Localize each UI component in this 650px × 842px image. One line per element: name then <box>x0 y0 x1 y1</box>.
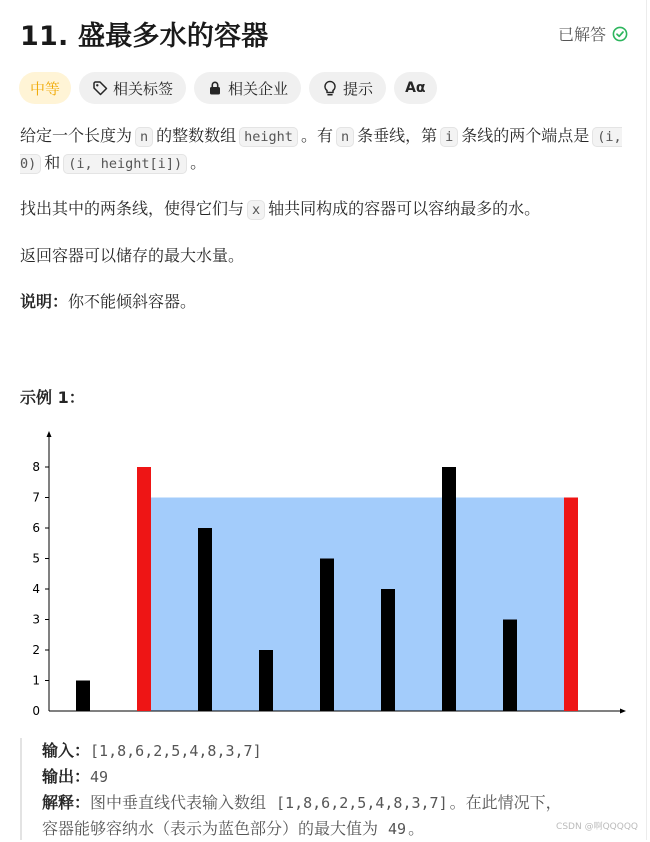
note-text: 你不能倾斜容器。 <box>68 292 197 311</box>
example-explain-line <box>42 790 640 816</box>
input-label: 输入： <box>42 741 91 760</box>
y-tick-label: 5 <box>32 551 40 566</box>
bar <box>320 559 334 712</box>
bar <box>76 681 90 712</box>
explain-label: 解释： <box>42 793 91 812</box>
lightbulb-icon <box>322 80 338 97</box>
inline-code: x <box>247 200 265 220</box>
inline-code: n <box>336 127 354 147</box>
container-chart <box>0 425 640 720</box>
desc-text: 轴共同构成的容器可以容纳最多的水。 <box>268 199 541 218</box>
description-paragraph-3: 返回容器可以储存的最大水量。 <box>20 246 245 265</box>
desc-text: 条线的两个端点是 <box>461 126 590 145</box>
y-tick-label: 1 <box>32 673 40 688</box>
inline-code: (i, 0) <box>20 129 622 172</box>
description-paragraph-2 <box>20 196 540 223</box>
explain-text: 。 <box>408 819 425 838</box>
example-title: 示例 1： <box>20 388 85 407</box>
y-tick-label: 4 <box>32 582 40 596</box>
explain-code: [1,8,6,2,5,4,8,3,7] <box>276 794 448 812</box>
lock-icon <box>207 80 223 96</box>
inline-code: n <box>135 127 153 147</box>
desc-text: 。 <box>190 153 207 172</box>
related-tags-button[interactable] <box>79 72 186 104</box>
hint-label: 提示 <box>343 79 374 98</box>
example-block <box>20 738 640 840</box>
bar <box>381 589 395 711</box>
highlight-bar <box>137 467 151 711</box>
inline-code: (i, height[i]) <box>63 154 187 174</box>
y-tick-label: 8 <box>32 460 40 474</box>
related-companies-label: 相关企业 <box>228 79 289 98</box>
example-input-line <box>42 738 640 764</box>
hint-button[interactable] <box>309 72 386 104</box>
explain-text: 。在此情况下， <box>449 793 562 812</box>
x-axis-arrow <box>620 709 626 714</box>
description-paragraph-1 <box>20 123 630 177</box>
solved-label: 已解答 <box>557 25 606 44</box>
y-tick-label: 7 <box>32 490 40 505</box>
bar <box>259 650 273 711</box>
output-value: 49 <box>90 768 109 786</box>
y-tick-label: 3 <box>32 612 40 627</box>
output-label: 输出： <box>42 767 91 786</box>
input-value: [1,8,6,2,5,4,8,3,7] <box>90 742 262 760</box>
solved-status <box>558 22 628 45</box>
example-explain-line-2 <box>42 816 640 842</box>
explain-code: 49 <box>388 820 407 838</box>
translate-icon: Aα <box>405 80 426 96</box>
explain-text: 容器能够容纳水（表示为蓝色部分）的最大值为 <box>42 819 379 838</box>
related-companies-button[interactable] <box>194 72 301 104</box>
y-tick-label: 0 <box>32 704 40 718</box>
y-axis-arrow <box>47 431 52 437</box>
difficulty-label: 中等 <box>30 79 61 98</box>
tag-icon <box>92 80 108 96</box>
y-tick-label: 6 <box>32 521 40 535</box>
bar <box>503 620 517 712</box>
bar <box>198 528 212 711</box>
example-output-line <box>42 764 640 790</box>
tag-bar <box>19 72 437 104</box>
desc-text: 给定一个长度为 <box>20 126 133 145</box>
explain-text: 图中垂直线代表输入数组 <box>90 793 267 812</box>
inline-code: height <box>239 127 298 147</box>
desc-text: 的整数数组 <box>156 126 237 145</box>
desc-text: 。有 <box>300 126 333 145</box>
note-label: 说明： <box>20 292 69 311</box>
desc-text: 和 <box>44 153 61 172</box>
check-circle-icon <box>612 26 628 42</box>
description-note <box>20 289 196 315</box>
desc-text: 条垂线，第 <box>357 126 438 145</box>
highlight-bar <box>564 498 578 712</box>
y-tick-label: 2 <box>32 643 40 657</box>
bar <box>442 467 456 711</box>
page-title: 11. 盛最多水的容器 <box>20 21 269 52</box>
watermark: CSDN @啊QQQQQ <box>556 822 638 832</box>
related-tags-label: 相关标签 <box>113 79 174 98</box>
translate-button[interactable] <box>394 72 436 104</box>
desc-text: 找出其中的两条线，使得它们与 <box>20 199 245 218</box>
right-divider <box>646 0 647 840</box>
inline-code: i <box>440 127 458 147</box>
difficulty-badge[interactable] <box>19 72 71 104</box>
